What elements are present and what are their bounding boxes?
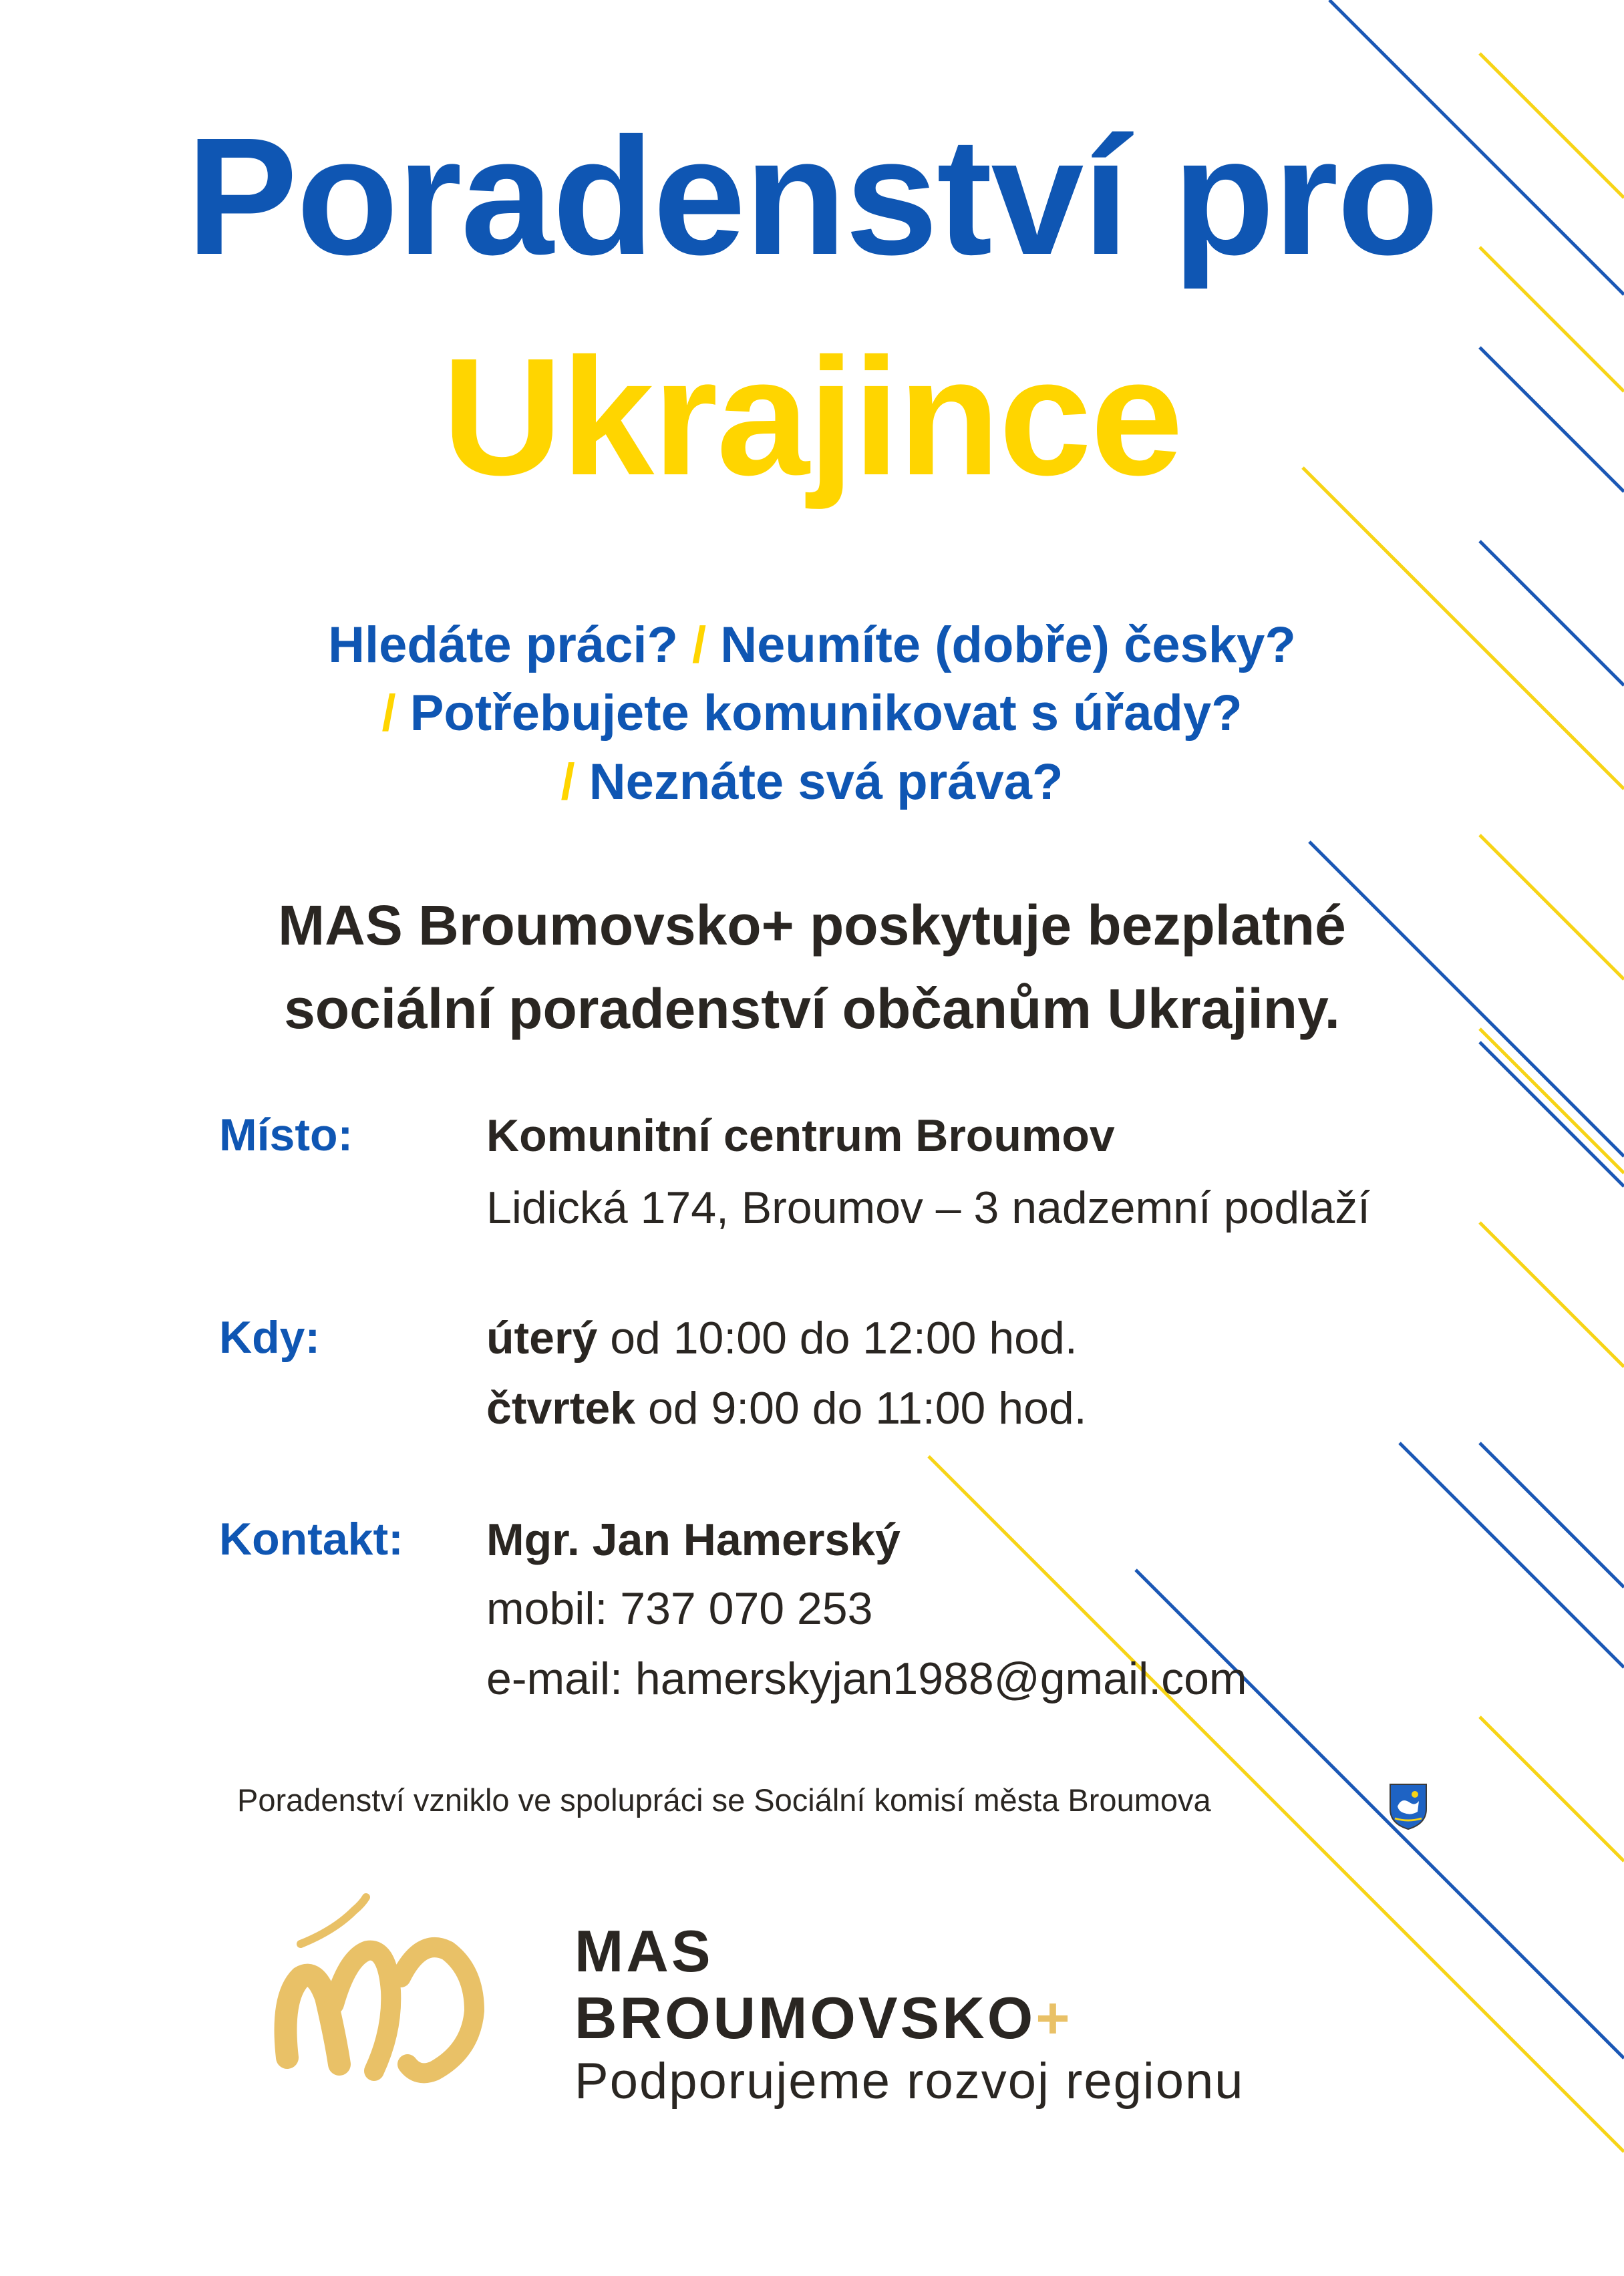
- time-thursday: od 9:00 do 11:00 hod.: [647, 1383, 1087, 1434]
- slash-separator: /: [381, 685, 396, 742]
- question-line-1: [0, 615, 1624, 675]
- day-thursday: čtvrtek: [486, 1383, 636, 1434]
- when-label: Kdy:: [219, 1312, 321, 1363]
- logo-tagline: Podporujeme rozvoj regionu: [575, 2053, 1245, 2110]
- question-line-2: [0, 683, 1624, 744]
- place-address: Lidická 174, Broumov – 3 nadzemní podlaží: [486, 1182, 1371, 1233]
- time-tuesday: od 10:00 do 12:00 hod.: [610, 1313, 1078, 1363]
- logo-broumovsko-word: BROUMOVSKO: [575, 1985, 1036, 2051]
- title-line-1: Poradenství pro: [186, 103, 1438, 289]
- mas-broumovsko-logo-icon: [274, 1884, 501, 2098]
- question-czech: Neumíte (dobře) česky?: [720, 617, 1296, 673]
- logo-broumovsko: [575, 1984, 1073, 2052]
- slash-separator: /: [692, 617, 707, 673]
- title-line-2: Ukrajince: [442, 323, 1182, 510]
- broumov-coat-of-arms-icon: [1388, 1782, 1428, 1830]
- lead-line-2: sociální poradenství občanům Ukrajiny.: [284, 977, 1340, 1040]
- contact-email[interactable]: e-mail: hamerskyjan1988@gmail.com: [486, 1653, 1247, 1704]
- logo-mas: MAS: [575, 1918, 713, 1984]
- place-label: Místo:: [219, 1110, 353, 1160]
- contact-name: Mgr. Jan Hamerský: [486, 1514, 901, 1565]
- question-rights: Neznáte svá práva?: [589, 754, 1064, 810]
- day-tuesday: úterý: [486, 1313, 598, 1363]
- lead-line-1: MAS Broumovsko+ poskytuje bezplatné: [278, 894, 1346, 957]
- question-authorities: Potřebujete komunikovat s úřady?: [410, 685, 1243, 742]
- contact-phone[interactable]: mobil: 737 070 253: [486, 1583, 873, 1634]
- schedule-tuesday: [486, 1311, 1078, 1366]
- place-name: Komunitní centrum Broumov: [486, 1110, 1115, 1161]
- schedule-thursday: [486, 1381, 1087, 1436]
- cooperation-note: Poradenství vzniklo ve spolupráci se Sociální komisí města Broumova: [237, 1782, 1211, 1818]
- question-work: Hledáte práci?: [328, 617, 678, 673]
- question-line-3: [0, 752, 1624, 812]
- slash-separator: /: [560, 754, 575, 810]
- logo-plus: +: [1035, 1985, 1073, 2051]
- contact-label: Kontakt:: [219, 1514, 403, 1565]
